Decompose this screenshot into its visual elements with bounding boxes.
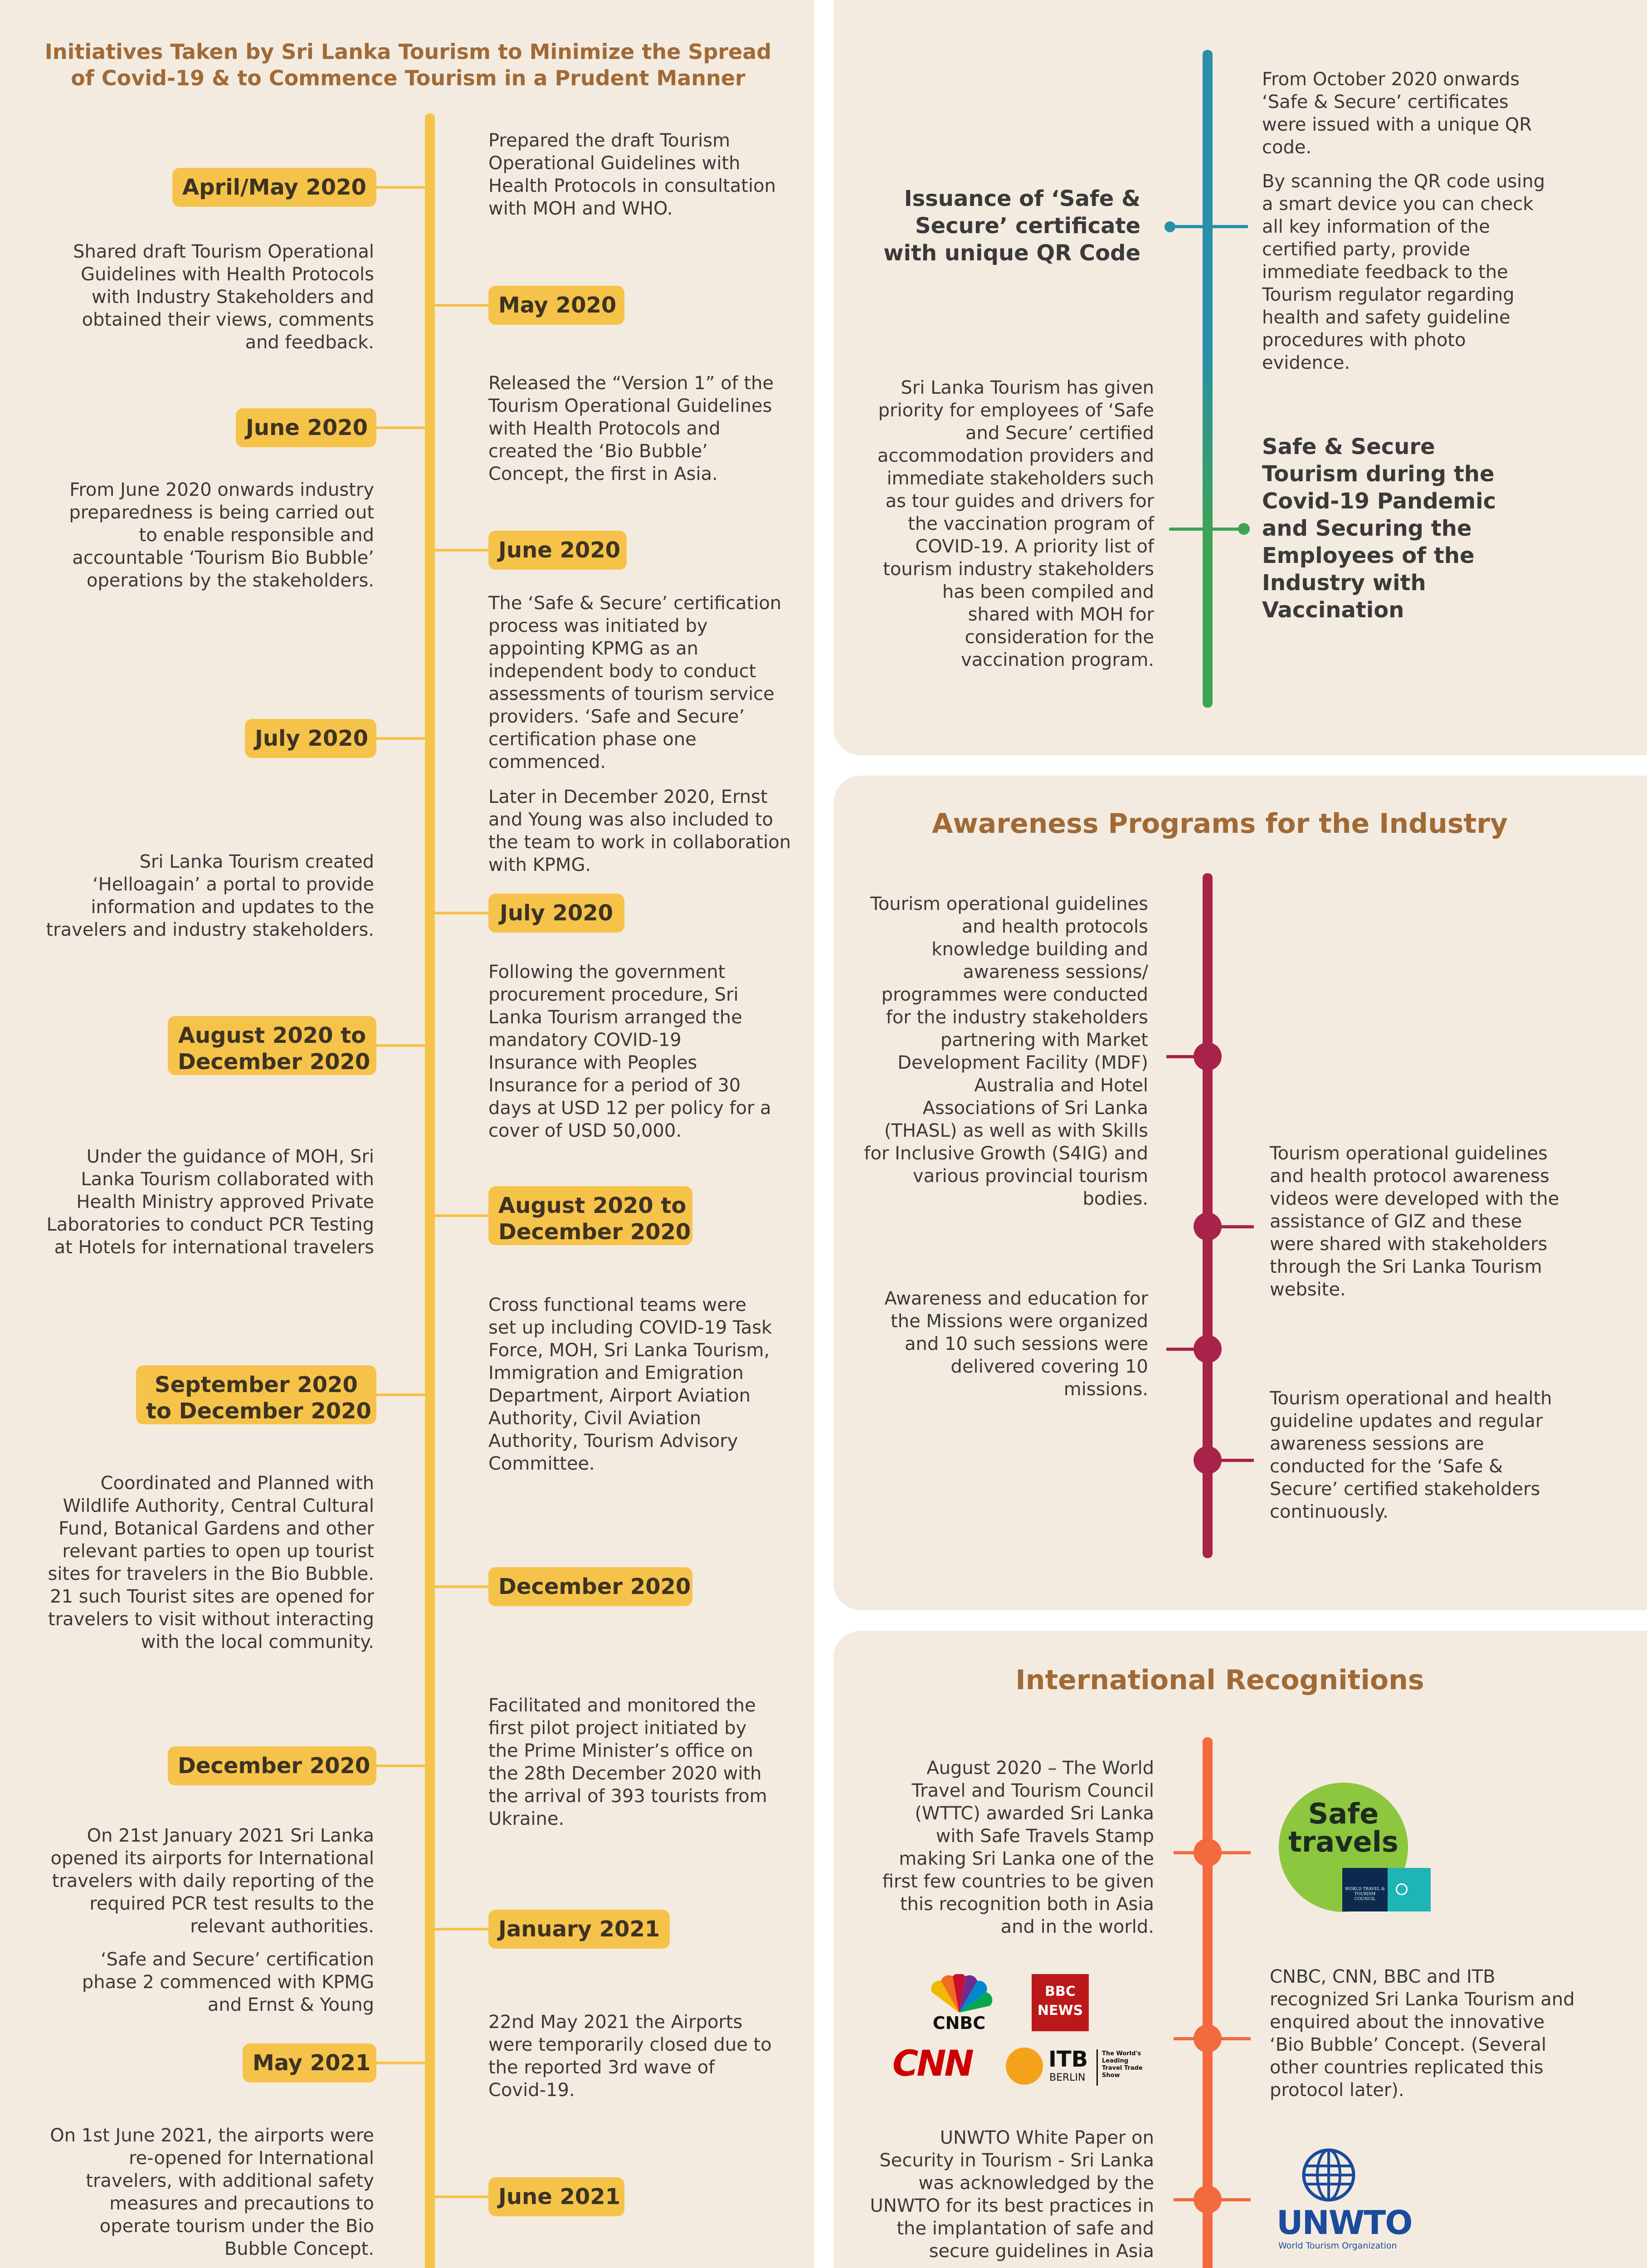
timeline-date-badge — [236, 408, 376, 447]
bbc-news-logo — [1032, 1974, 1089, 2031]
awareness-item-3: Awareness and education for the Missions were organized and 10 such sessions were delivered covering 10 missions. — [884, 1288, 1148, 1400]
timeline-date-line1: September 2020 — [155, 1372, 358, 1398]
vaccination-heading: Safe & Secure Tourism during the Covid-19 Pandemic and Securing the Employees of the Industry with Vaccination — [1262, 434, 1496, 623]
timeline-connector — [430, 1585, 488, 1588]
timeline-date-line1: August 2020 to — [498, 1193, 687, 1218]
timeline-connector — [430, 2195, 488, 2198]
vaccination-text: Sri Lanka Tourism has given priority for employees of ‘Safe and Secure’ certified accommodation providers and immediate stakeholders such as tour guides and drivers for the vaccination program of COVID-19. A priority list of tourism industry stakeholders has been compiled and shared with MOH for consideration for the vaccination program. — [877, 377, 1154, 670]
recognition-node-3 — [1194, 2185, 1222, 2214]
srilanka-badge-icon — [1396, 1883, 1408, 1895]
news-wordmark: NEWS — [1037, 2003, 1083, 2019]
timeline-entry-text: On 21st January 2021 Sri Lanka opened its airports for International travelers with daily reporting of the required PCR test results to the relevant authorities. — [50, 1825, 374, 1937]
timeline-entry-text: From June 2020 onwards industry preparedness is being carried out to enable responsible and accountable ‘Tourism Bio Bubble’ operations by the stakeholders. — [69, 479, 374, 591]
timeline-title — [27, 39, 789, 91]
timeline-date-line1: June 2020 — [498, 538, 621, 563]
qr-node — [1165, 221, 1175, 232]
timeline-date-line2: December 2020 — [178, 1049, 370, 1075]
timeline-date-badge — [488, 1567, 692, 1606]
timeline-connector — [376, 1393, 430, 1396]
itb-sub: BERLIN — [1049, 2072, 1086, 2083]
unwto-globe-icon — [1301, 2148, 1356, 2202]
qr-spine — [1203, 50, 1213, 708]
timeline-entry-text: Facilitated and monitored the first pilot project initiated by the Prime Minister’s office on the 28th December 2020 with the arrival of 393 tourists from Ukraine. — [488, 1695, 767, 1829]
itb-globe-icon — [1006, 2048, 1043, 2085]
timeline-entry-text: Coordinated and Planned with Wildlife Authority, Central Cultural Fund, Botanical Gardens and other relevant parties to open up tourist sites for travelers in the Bio Bubble. 21 such Tourist sites are opened for travelers to visit without interacting with the local community. — [48, 1473, 374, 1652]
timeline-connector — [376, 737, 430, 740]
timeline-date-badge — [136, 1365, 376, 1424]
recognitions-title: International Recognitions — [1015, 1664, 1424, 1696]
awareness-item-4: Tourism operational and health guideline updates and regular awareness sessions are conducted for the ‘Safe & Secure’ certified stakeholders continuously. — [1270, 1388, 1552, 1522]
timeline-date-badge — [488, 894, 624, 933]
timeline-entry-text: The ‘Safe & Secure’ certification process was initiated by appointing KPMG as an independent body to conduct assessments of tourism service providers. ‘Safe and Secure’ certification phase one commenced. — [488, 593, 782, 772]
safe-travels-line1: Safe — [1308, 1797, 1379, 1830]
itb-wordmark: ITB — [1048, 2047, 1088, 2072]
timeline-date-badge — [488, 1910, 670, 1949]
cnbc-peacock-icon — [923, 1974, 995, 2015]
timeline-date-line1: December 2020 — [498, 1574, 691, 1599]
timeline-connector — [430, 549, 488, 552]
vaccination-node — [1238, 523, 1250, 535]
wttc-badge-text: WORLD TRAVEL & TOURISM COUNCIL — [1345, 1887, 1385, 1901]
timeline-date-badge — [168, 1016, 376, 1075]
srilanka-badge — [1388, 1868, 1431, 1911]
unwto-wordmark: UNWTO — [1277, 2204, 1412, 2242]
timeline-date-line1: June 2020 — [246, 415, 368, 440]
timeline-entry-text: Cross functional teams were set up including COVID-19 Task Force, MOH, Sri Lanka Tourism, Immigration and Emigration Department, Airport Aviation Authority, Civil Aviation Authority, Tourism Advisory Committee. — [488, 1295, 772, 1474]
cnn-logo: CNN — [892, 2043, 972, 2084]
bbc-wordmark: BBC — [1045, 1984, 1076, 1999]
timeline-date-line1: May 2020 — [498, 293, 617, 318]
recognition-node-2 — [1194, 2024, 1222, 2053]
awareness-item-1: Tourism operational guidelines and health protocols knowledge building and awareness sessions/ programmes were conducted for the industry stakeholders partnering with Market Development Facility (MDF) Australia and Hotel Associations of Sri Lanka (THASL) as well as with Skills for Inclusive Growth (S4IG) and various provincial tourism bodies. — [864, 894, 1148, 1209]
timeline-entry-text-secondary: Sri Lanka Tourism created ‘Helloagain’ a portal to provide information and updates to the travelers and industry stakeholders. — [46, 851, 374, 940]
timeline-entry-text: On 1st June 2021, the airports were re-opened for International travelers, with additional safety measures and precautions to operate tourism under the Bio Bubble Concept. — [50, 2125, 374, 2259]
timeline-date-badge — [488, 2177, 624, 2216]
timeline-connector — [376, 1044, 430, 1047]
timeline-spine — [425, 113, 435, 2268]
timeline-entry-text: Prepared the draft Tourism Operational Guidelines with Health Protocols in consultation with MOH and WHO. — [488, 130, 776, 219]
recognition-node-1 — [1194, 1838, 1222, 1867]
vaccination-connector — [1169, 528, 1246, 531]
timeline-entry-text: Later in December 2020, Ernst and Young was also included to the team to work in collaboration with KPMG. — [488, 787, 791, 875]
timeline-entry-text: 22nd May 2021 the Airports were temporarily closed due to the reported 3rd wave of Covid-19. — [488, 2012, 772, 2101]
qr-text-2: By scanning the QR code using a smart device you can check all key information of the certified party, provide immediate feedback to the Tourism regulator regarding health and safety guideline procedures with photo evidence. — [1262, 171, 1545, 373]
cnbc-wordmark: CNBC — [932, 2013, 986, 2033]
timeline-connector — [376, 2062, 430, 2064]
timeline-connector — [430, 1214, 488, 1217]
awareness-node-3 — [1194, 1335, 1222, 1363]
safe-travels-line2: travels — [1288, 1825, 1398, 1858]
awareness-node-4 — [1194, 1446, 1222, 1474]
timeline-connector — [376, 186, 430, 189]
recognition-item-1: August 2020 – The World Travel and Tourism Council (WTTC) awarded Sri Lanka with Safe Travels Stamp making Sri Lanka one of the first few countries to be given this recognition both in Asia and in the world. — [882, 1758, 1154, 1937]
timeline-date-line1: January 2021 — [498, 1916, 660, 1942]
qr-connector — [1171, 225, 1248, 228]
timeline-title-line2: of Covid-19 & to Commence Tourism in a Prudent Manner — [71, 66, 746, 90]
timeline-date-line1: May 2021 — [253, 2050, 371, 2076]
timeline-date-line1: June 2021 — [498, 2184, 621, 2209]
timeline-entry-text-secondary: ‘Safe and Secure’ certification phase 2 commenced with KPMG and Ernst & Young — [82, 1949, 374, 2015]
timeline-date-badge — [488, 531, 627, 570]
timeline-date-line1: July 2020 — [499, 900, 614, 926]
timeline-date-line1: August 2020 to — [178, 1023, 366, 1048]
recognition-item-2: CNBC, CNN, BBC and ITB recognized Sri Lanka Tourism and enquired about the innovative ‘Bio Bubble’ Concept. (Several other countries replicated this protocol later). — [1270, 1966, 1575, 2101]
timeline-date-badge — [243, 2043, 376, 2082]
timeline-connector — [376, 426, 430, 429]
timeline-date-line1: July 2020 — [255, 726, 369, 751]
timeline-date-line2: December 2020 — [498, 1219, 691, 1245]
awareness-node-1 — [1194, 1042, 1222, 1070]
unwto-logo — [1277, 2148, 1412, 2257]
timeline-date-line1: December 2020 — [178, 1753, 370, 1779]
itb-divider — [1096, 2049, 1098, 2086]
safe-travels-logo — [1279, 1783, 1431, 1919]
timeline-entry-text: Released the “Version 1” of the Tourism Operational Guidelines with Health Protocols and created the ‘Bio Bubble’ Concept, the first in Asia. — [488, 373, 774, 484]
timeline-date-badge — [488, 1186, 692, 1245]
timeline-entry-text: Under the guidance of MOH, Sri Lanka Tourism collaborated with Health Ministry approved Private Laboratories to conduct PCR Testing at Hotels for international travelers — [46, 1146, 374, 1258]
timeline-connector — [376, 1765, 430, 1767]
timeline-date-badge — [488, 286, 624, 325]
timeline-entry-text: Shared draft Tourism Operational Guidelines with Health Protocols with Industry Stakeholders and obtained their views, comments and feedback. — [73, 241, 374, 353]
timeline-connector — [430, 304, 488, 307]
itb-berlin-logo — [1006, 2045, 1146, 2090]
timeline-date-line1: April/May 2020 — [182, 175, 366, 200]
recognition-item-3: UNWTO White Paper on Security in Tourism - Sri Lanka was acknowledged by the UNWTO for its best practices in the implantation of safe and secure guidelines in Asia — [870, 2127, 1154, 2262]
awareness-node-2 — [1194, 1212, 1222, 1241]
timeline-title-line1: Initiatives Taken by Sri Lanka Tourism to Minimize the Spread — [44, 39, 772, 64]
unwto-sub: World Tourism Organization — [1278, 2241, 1397, 2251]
timeline-entry-text: Following the government procurement procedure, Sri Lanka Tourism arranged the mandatory COVID-19 Insurance with Peoples Insurance for a period of 30 days at USD 12 per policy for a cover of USD 50,000. — [488, 962, 771, 1141]
timeline-date-badge — [172, 168, 376, 207]
itb-tagline: The World's Leading Travel Trade Show — [1102, 2050, 1143, 2079]
timeline-connector — [430, 912, 488, 914]
timeline-date-badge — [168, 1746, 376, 1785]
timeline-date-badge — [245, 719, 376, 758]
cnbc-logo — [923, 1974, 995, 2033]
timeline-connector — [430, 1928, 488, 1931]
qr-heading: Issuance of ‘Safe & Secure’ certificate with unique QR Code — [883, 186, 1140, 266]
qr-text-1: From October 2020 onwards ‘Safe & Secure’ certificates were issued with a unique QR code. — [1262, 69, 1532, 158]
timeline-date-line2: to December 2020 — [146, 1398, 371, 1424]
awareness-title: Awareness Programs for the Industry — [932, 808, 1508, 840]
awareness-item-2: Tourism operational guidelines and health protocol awareness videos were developed with the assistance of GIZ and these were shared with stakeholders through the Sri Lanka Tourism website. — [1270, 1143, 1559, 1300]
